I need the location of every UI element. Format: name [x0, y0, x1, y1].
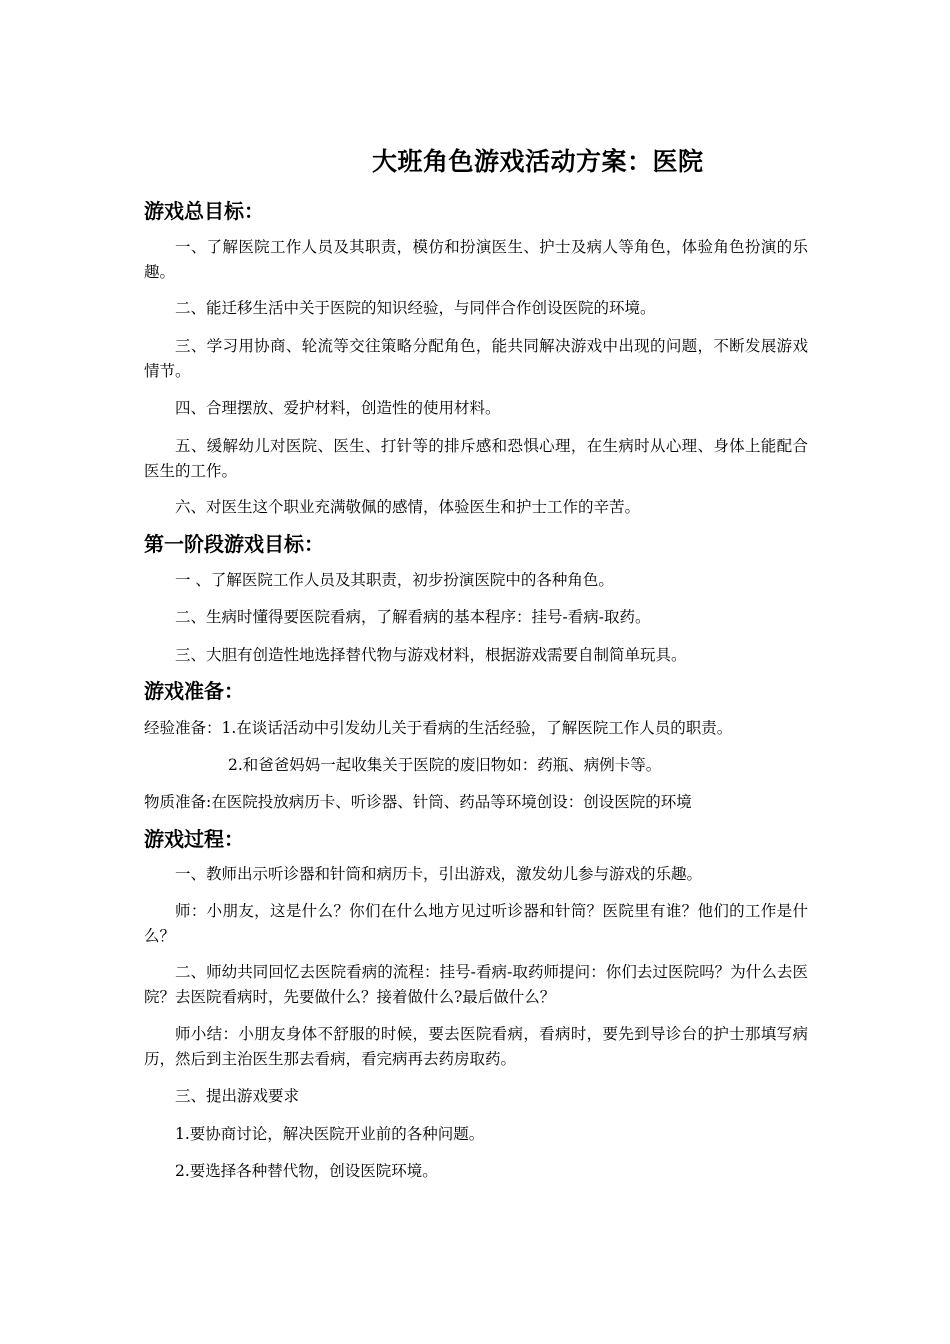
section-heading-preparation: 游戏准备： [144, 679, 244, 703]
paragraph: 六、对医生这个职业充满敬佩的感情，体验医生和护士工作的辛苦。 [175, 498, 641, 516]
paragraph: 一、教师出示听诊器和针筒和病历卡，引出游戏，激发幼儿参与游戏的乐趣。 [175, 865, 703, 883]
paragraph: 三、学习用协商、轮流等交往策略分配角色，能共同解决游戏中出现的问题，不断发展游戏情节。 [144, 337, 808, 380]
paragraph: 二、师幼共同回忆去医院看病的流程：挂号-看病-取药师提问：你们去过医院吗？为什么去医院？去医院看病时，先要做什么？接着做什么?最后做什么？ [144, 963, 808, 1006]
paragraph: 一 、了解医院工作人员及其职责，初步扮演医院中的各种角色。 [175, 571, 614, 589]
document-title: 大班角色游戏活动方案：医院 [372, 147, 704, 176]
paragraph: 经验准备：1.在谈话活动中引发幼儿关于看病的生活经验，了解医院工作人员的职责。 [144, 719, 733, 737]
section-heading-phase-one-goals: 第一阶段游戏目标： [144, 532, 324, 556]
paragraph: 三、提出游戏要求 [175, 1087, 300, 1105]
paragraph: 五、缓解幼儿对医院、医生、打针等的排斥感和恐惧心理，在生病时从心理、身体上能配合医生的工作。 [144, 437, 808, 480]
paragraph: 三、大胆有创造性地选择替代物与游戏材料，根据游戏需要自制简单玩具。 [175, 646, 687, 664]
paragraph: 师：小朋友，这是什么？你们在什么地方见过听诊器和针筒？医院里有谁？他们的工作是什么？ [144, 902, 808, 945]
paragraph: 二、生病时懂得要医院看病，了解看病的基本程序：挂号-看病-取药。 [175, 608, 651, 626]
paragraph: 2.要选择各种替代物，创设医院环境。 [175, 1162, 438, 1180]
paragraph: 物质准备:在医院投放病历卡、听诊器、针筒、药品等环境创设：创设医院的环境 [144, 793, 692, 811]
paragraph: 2.和爸爸妈妈一起收集关于医院的废旧物如：药瓶、病例卡等。 [228, 756, 662, 774]
paragraph: 四、合理摆放、爱护材料，创造性的使用材料。 [175, 399, 501, 417]
paragraph: 师小结：小朋友身体不舒服的时候，要去医院看病，看病时，要先到导诊台的护士那填写病历，然后到主治医生那去看病，看完病再去药房取药。 [144, 1025, 808, 1068]
section-heading-overall-goals: 游戏总目标： [144, 199, 264, 223]
paragraph: 1.要协商讨论，解决医院开业前的各种问题。 [175, 1125, 485, 1143]
paragraph: 一、了解医院工作人员及其职责，模仿和扮演医生、护士及病人等角色，体验角色扮演的乐趣。 [144, 238, 808, 281]
section-heading-process: 游戏过程： [144, 827, 244, 851]
paragraph: 二、能迁移生活中关于医院的知识经验，与同伴合作创设医院的环境。 [175, 299, 656, 317]
